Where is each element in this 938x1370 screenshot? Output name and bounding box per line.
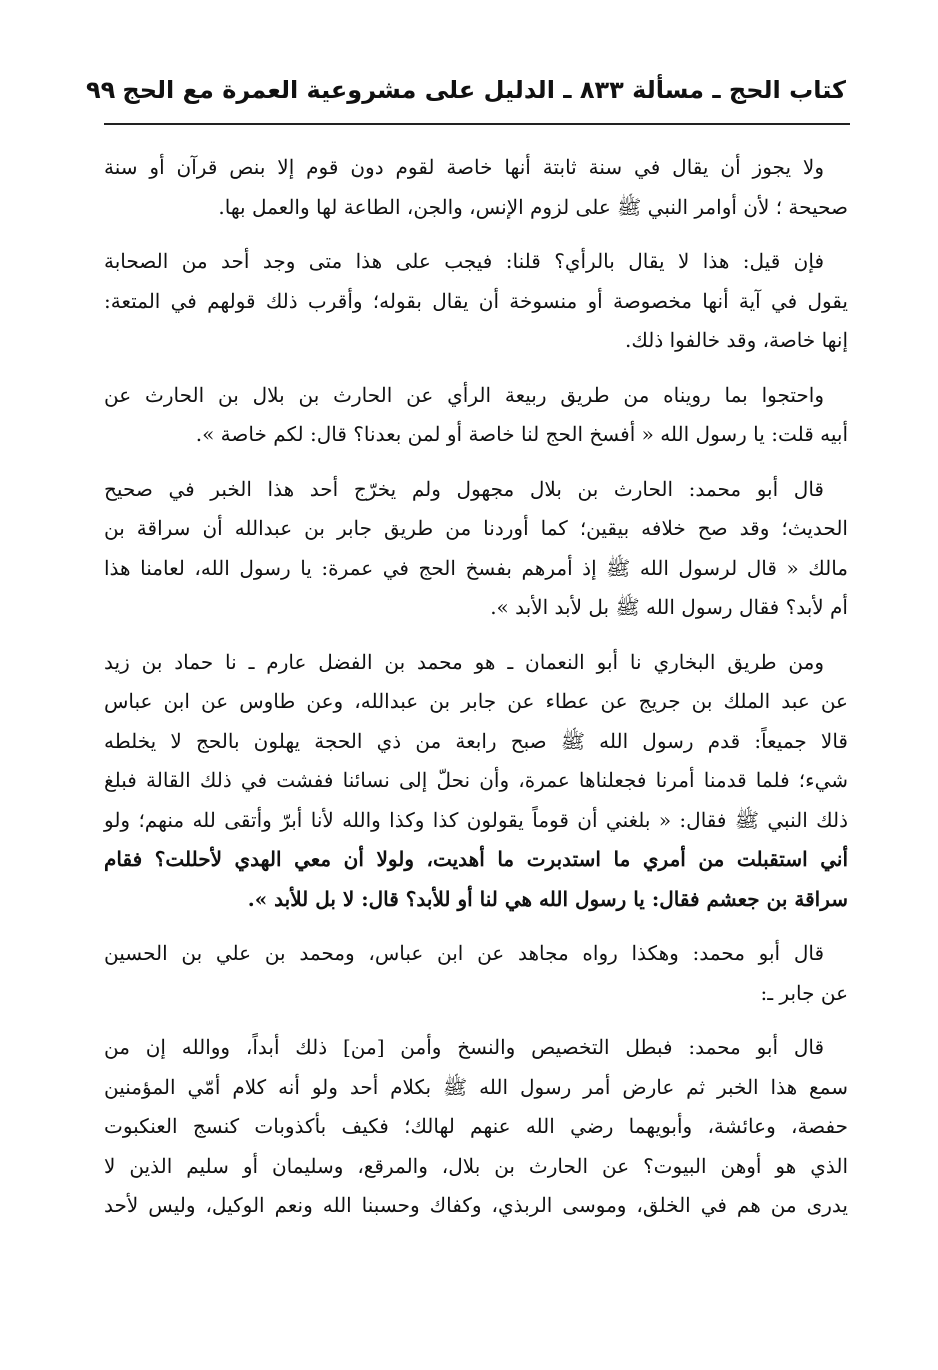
paragraph-5: [104, 643, 848, 920]
text-line: ولا يجوز أن يقال في سنة ثابتة أنها خاصة لقوم دون قوم إلا بنص قرآن أو سنة: [104, 155, 824, 179]
text-line: قال أبو محمد: وهكذا رواه مجاهد عن ابن عباس، ومحمد بن علي بن الحسين: [104, 941, 825, 965]
text-line: الحديث؛ وقد صح خلافه بيقين؛ كما أوردنا من طريق جابر بن عبدالله أن سراقة بن: [104, 516, 848, 540]
main-text: [104, 148, 848, 1330]
text-line: الذي هو أوهن البيوت؟ عن الحارث بن بلال، والمرقع، وسليمان أو سليم الذين لا: [104, 1153, 848, 1178]
text-line: ذلك النبي ﷺ فقال: « بلغني أن قوماً يقولون كذا وكذا والله لأنا أبرّ وأتقى لله منهم؛ ولو: [104, 807, 848, 832]
text-line: يقول في آية أنها مخصوصة أو منسوخة أن يقال بقوله؛ وأقرب ذلك قولهم في المتعة:: [104, 288, 848, 313]
text-line: يدرى من هم في الخلق، وموسى الربذي، وكفاك وحسبنا الله ونعم الوكيل، وليس لأحد: [104, 1193, 848, 1217]
paragraph-1: [104, 148, 848, 227]
paragraph-4: [104, 470, 848, 628]
text-line: واحتجوا بما رويناه من طريق ربيعة الرأي عن الحارث بن بلال بن الحارث عن: [104, 382, 824, 407]
running-title: كتاب الحج ـ مسألة ٨٣٣ ـ الدليل على مشروعية العمرة مع الحج: [122, 76, 846, 104]
text-line: عن عبد الملك بن جريج عن عطاء عن جابر بن عبدالله، وعن طاوس عن ابن عباس: [104, 689, 848, 713]
text-line: أني استقبلت من أمري ما استدبرت ما أهديت، ولولا أن معي الهدي لأحللت؟ فقام: [104, 847, 849, 871]
text-line: عن جابر ـ:: [760, 980, 848, 1005]
page-number: ٩٩: [86, 76, 116, 104]
paragraph-2: [104, 242, 848, 361]
text-line: أم لأبد؟ فقال رسول الله ﷺ بل لأبد الأبد ».: [490, 595, 848, 619]
text-line: شيء؛ فلما قدمنا أمرنا فجعلناها عمرة، وأن نحلّ إلى نسائنا ففشت في ذلك القالة فبلغ: [104, 768, 848, 792]
paragraph-3: [104, 376, 848, 455]
text-line: قال أبو محمد: الحارث بن بلال مجهول ولم يخرّج أحد هذا الخبر في صحيح: [104, 476, 824, 501]
text-line: أبيه قلت: يا رسول الله « أفسخ الحج لنا خاصة أو لمن بعدنا؟ قال: لكم خاصة ».: [195, 422, 848, 446]
text-line: فإن قيل: هذا لا يقال بالرأي؟ قلنا: فيجب على هذا متى وجد أحد من الصحابة: [104, 249, 824, 273]
text-line: سراقة بن جعشم فقال: يا رسول الله هي لنا أو للأبد؟ قال: لا بل للأبد ».: [247, 886, 848, 911]
text-line: حفصة، وعائشة، وأبويهما رضي الله عنهم لهالك؛ فكيف بأكذوبات كنسج العنكبوت: [104, 1114, 848, 1138]
header-divider: [104, 123, 850, 125]
paragraph-7: [104, 1028, 848, 1226]
text-line: إنها خاصة، وقد خالفوا ذلك.: [625, 328, 848, 352]
text-line: سمع هذا الخبر ثم عارض أمر رسول الله ﷺ بكلام أحد ولو أنه كلام أمّي المؤمنين: [104, 1074, 848, 1099]
paragraph-6: [104, 934, 848, 1013]
text-line: صحيحة ؛ لأن أوامر النبي ﷺ على لزوم الإنس، والجن، الطاعة لها والعمل بها.: [218, 194, 848, 219]
text-line: ومن طريق البخاري نا أبو النعمان ـ هو محمد بن الفضل عارم ـ نا حماد بن زيد: [104, 649, 824, 674]
text-line: قالا جميعاً: قدم رسول الله ﷺ صبح رابعة من ذي الحجة يهلون بالحج لا يخلطه: [104, 728, 848, 753]
text-line: قال أبو محمد: فبطل التخصيص والنسخ وأمن [من] ذلك أبداً، ووالله إن من: [104, 1035, 824, 1059]
running-header: [86, 66, 846, 114]
text-line: مالك « قال لرسول الله ﷺ إذ أمرهم بفسخ الحج في عمرة: يا رسول الله، لعامنا هذا: [104, 555, 848, 580]
